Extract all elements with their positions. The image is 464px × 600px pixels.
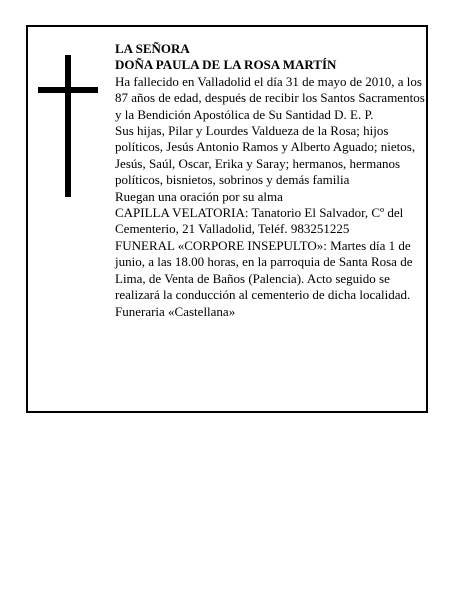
funeral-home: Funeraria «Castellana» (115, 303, 236, 319)
funeral-info: FUNERAL «CORPORE INSEPULTO»: Martes día 1 de junio, a las 18.00 horas, en la parroquia de Santa Rosa de Lima, de Venta de Baños (Palencia). Acto seguido se realizará la conducción al cementerio de dicha localidad. (115, 237, 413, 303)
death-announcement: Ha fallecido en Valladolid el día 31 de mayo de 2010, a los 87 años de edad, después de recibir los Santos Sacramentos y la Bendición Apostólica de Su Santidad D. E. P. (115, 73, 425, 122)
deceased-name: DOÑA PAULA DE LA ROSA MARTÍN (115, 57, 337, 73)
cross-icon (38, 55, 98, 197)
chapel-info: CAPILLA VELATORIA: Tanatorio El Salvador, Cº del Cementerio, 21 Valladolid, Teléf. 983251225 (115, 205, 404, 237)
prayer-request: Ruegan una oración por su alma (115, 188, 283, 204)
family-list: Sus hijas, Pilar y Lourdes Valdueza de la Rosa; hijos políticos, Jesús Antonio Ramos y Alberto Aguado; nietos, Jesús, Saúl, Oscar, Erika y Saray; hermanos, hermanos políticos, bisnietos, sobrinos y demás familia (115, 123, 416, 188)
cross-vertical-bar (65, 55, 71, 197)
notice-text (115, 41, 431, 320)
obituary-notice (26, 25, 428, 413)
cross-horizontal-bar (38, 87, 98, 93)
heading-title: LA SEÑORA (115, 41, 190, 56)
